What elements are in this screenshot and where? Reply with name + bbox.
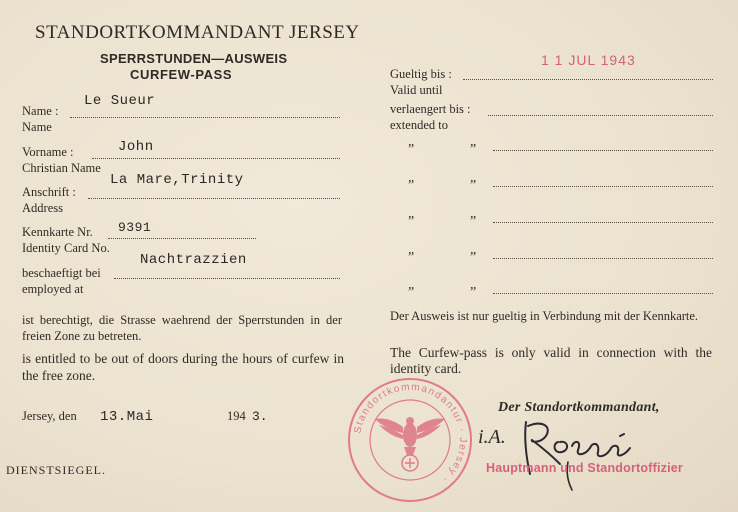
permission-text-de: ist berechtigt, die Strasse waehrend der Sperrstunden in der freien Zone zu betreten. (22, 313, 342, 343)
extension-dotted-line (493, 150, 713, 151)
notice-text-de: Der Ausweis ist nur gueltig in Verbindung mit der Kennkarte. (390, 309, 699, 323)
date-value: 13.Mai (100, 409, 154, 425)
ditto-mark: ” (470, 285, 477, 300)
ditto-mark: ” (408, 285, 415, 300)
verlaengert-label-en: extended to (390, 118, 448, 132)
name-label-en: Name (22, 120, 52, 134)
name-label-de: Name : (22, 104, 59, 118)
name-dotted-line (70, 117, 340, 118)
vorname-label-de: Vorname : (22, 145, 74, 159)
gueltig-label-en: Valid until (390, 83, 443, 97)
handwritten-signature (512, 412, 662, 492)
anschrift-label-en: Address (22, 201, 63, 215)
employed-label-en: employed at (22, 282, 84, 296)
dienstsiegel-label: DIENSTSIEGEL. (6, 463, 106, 477)
extension-dotted-line (493, 186, 713, 187)
rank-stamp: Hauptmann und Standortoffizier (486, 461, 683, 475)
header-subtitle-en: CURFEW-PASS (130, 67, 233, 82)
gueltig-date-stamp: 1 1 JUL 1943 (541, 52, 636, 68)
official-seal-stamp (345, 375, 475, 505)
ditto-mark: ” (470, 178, 477, 193)
verlaengert-dotted-line (488, 115, 713, 116)
kennkarte-dotted-line (108, 238, 256, 239)
year-suffix: 3. (252, 409, 268, 424)
header-subtitle-de: SPERRSTUNDEN—AUSWEIS (100, 51, 288, 66)
ditto-mark: ” (470, 142, 477, 157)
anschrift-label-de: Anschrift : (22, 185, 76, 199)
vorname-value: John (118, 139, 154, 155)
employed-label-de: beschaeftigt bei (22, 266, 101, 280)
employed-dotted-line (114, 278, 340, 279)
name-value: Le Sueur (84, 93, 156, 109)
anschrift-dotted-line (88, 198, 340, 199)
kennkarte-value: 9391 (118, 220, 152, 235)
kennkarte-label-en: Identity Card No. (22, 241, 110, 255)
extension-dotted-line (493, 258, 713, 259)
ditto-mark: ” (408, 250, 415, 265)
header-title: STANDORTKOMMANDANT JERSEY (35, 22, 360, 43)
verlaengert-label-de: verlaengert bis : (390, 102, 471, 116)
permission-text-en: is entitled to be out of doors during the hours of curfew in the free zone. (22, 351, 344, 383)
vorname-dotted-line (92, 158, 340, 159)
extension-dotted-line (493, 293, 713, 294)
gueltig-dotted-line (463, 79, 713, 80)
signature-title: Der Standortkommandant, (498, 400, 660, 415)
year-prefix: 194 (227, 409, 246, 423)
employed-value: Nachtrazzien (140, 252, 247, 268)
gueltig-label-de: Gueltig bis : (390, 67, 452, 81)
ditto-mark: ” (408, 142, 415, 157)
ditto-mark: ” (408, 214, 415, 229)
anschrift-value: La Mare,Trinity (110, 172, 244, 188)
extension-dotted-line (493, 222, 713, 223)
ditto-mark: ” (470, 250, 477, 265)
svg-text:Standortkommandantur · Jersey: Standortkommandantur · Jersey · (352, 381, 469, 486)
notice-text-en: The Curfew-pass is only valid in connection with the identity card. (390, 345, 712, 376)
vorname-label-en: Christian Name (22, 161, 101, 175)
kennkarte-label-de: Kennkarte Nr. (22, 225, 93, 239)
ditto-mark: ” (470, 214, 477, 229)
ditto-mark: ” (408, 178, 415, 193)
signature-ia: i.A. (478, 426, 506, 448)
date-place-label: Jersey, den (22, 409, 77, 423)
